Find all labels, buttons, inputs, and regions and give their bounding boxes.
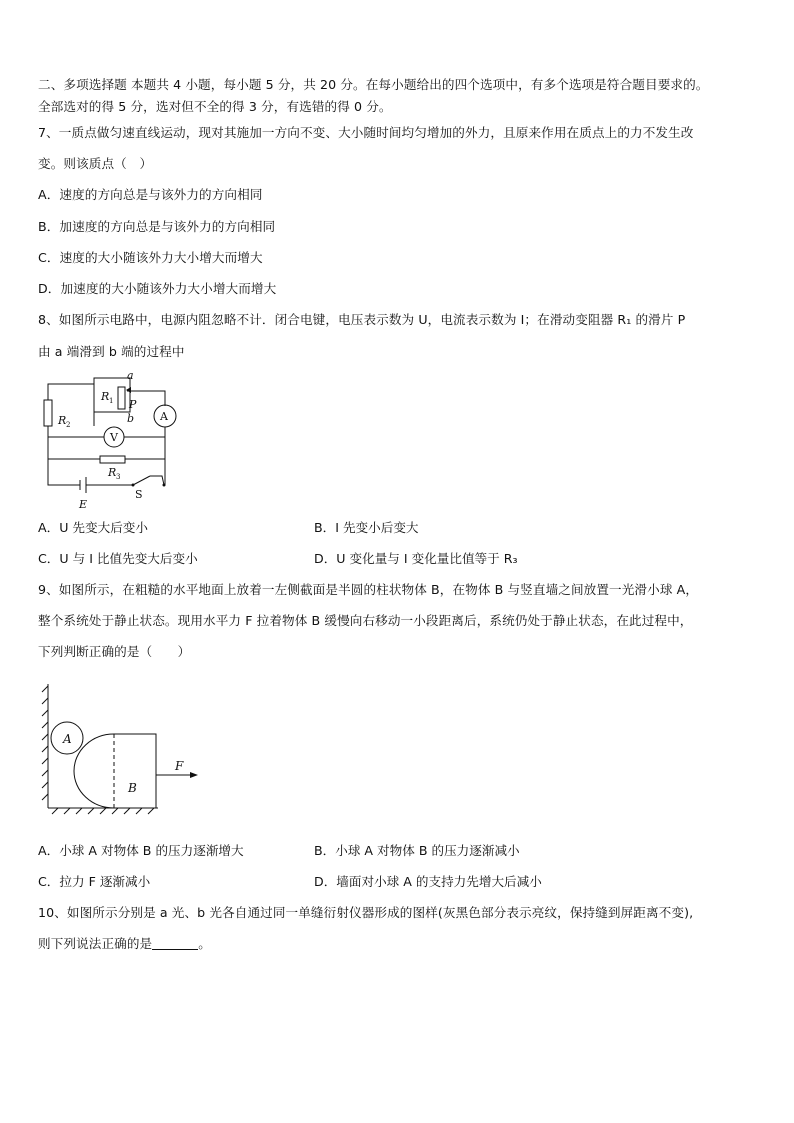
q7-option-c: C．速度的大小随该外力大小增大而增大 (38, 250, 263, 265)
answer-blank[interactable] (152, 937, 198, 950)
voltmeter-label: V (110, 431, 118, 444)
label-r3-sub: 3 (116, 473, 121, 481)
q7-option-d: D．加速度的大小随该外力大小增大而增大 (38, 281, 277, 296)
label-r1: R (101, 390, 110, 403)
q8-option-c: C．U 与 I 比值先变大后变小 (38, 551, 198, 566)
slider-arrow (126, 387, 131, 393)
q9-option-c: C．拉力 F 逐渐减小 (38, 874, 151, 889)
ammeter-label: A (160, 410, 168, 423)
label-r2: R (58, 414, 67, 427)
q8-stem-line1: 8、如图所示电路中，电源内阻忽略不计．闭合电键，电压表示数为 U，电流表示数为 I；在滑动变阻器 R₁ 的滑片 P (38, 312, 686, 327)
q9-wall-block-diagram (38, 680, 208, 815)
q7-option-a: A．速度的方向总是与该外力的方向相同 (38, 187, 263, 202)
section-header-line1: 二、多项选择题 本题共 4 小题，每小题 5 分，共 20 分。在每小题给出的四个选项中，有多个选项是符合题目要求的。 (38, 77, 709, 92)
q9-option-b: B．小球 A 对物体 B 的压力逐渐减小 (314, 843, 520, 858)
q9-option-a: A．小球 A 对物体 B 的压力逐渐增大 (38, 843, 244, 858)
switch-contact-right (163, 484, 166, 487)
label-force-f: F (175, 759, 184, 773)
q8-option-a: A．U 先变大后变小 (38, 520, 148, 535)
label-r2-sub: 2 (66, 421, 71, 429)
q9-option-d: D．墙面对小球 A 的支持力先增大后减小 (314, 874, 542, 889)
label-p: P (129, 398, 137, 411)
q8-option-d: D．U 变化量与 I 变化量比值等于 R₃ (314, 551, 518, 566)
q10-stem-text: 则下列说法正确的是 (38, 936, 153, 951)
block-b (74, 734, 156, 808)
q8-option-b: B．I 先变小后变大 (314, 520, 419, 535)
q10-stem-end: 。 (198, 936, 211, 951)
q9-stem-line2: 整个系统处于静止状态。现用水平力 F 拉着物体 B 缓慢向右移动一小段距离后，系统仍处于静止状态，在此过程中， (38, 613, 693, 628)
label-ball-a: A (63, 732, 72, 746)
q7-stem-line1: 7、一质点做匀速直线运动，现对其施加一方向不变、大小随时间均匀增加的外力，且原来作用在质点上的力不发生改 (38, 125, 694, 140)
q10-stem-line2 (38, 935, 211, 953)
q8-stem-line2: 由 a 端滑到 b 端的过程中 (38, 344, 185, 359)
label-s: S (135, 488, 143, 501)
label-r3: R (108, 466, 117, 479)
q7-option-b: B．加速度的方向总是与该外力的方向相同 (38, 219, 276, 234)
q10-stem-line1: 10、如图所示分别是 a 光、b 光各自通过同一单缝衍射仪器形成的图样(灰黑色部分表示亮纹，保持缝到屏距离不变), (38, 905, 694, 920)
q9-stem-line1: 9、如图所示，在粗糙的水平地面上放着一左侧截面是半圆的柱状物体 B，在物体 B 与竖直墙之间放置一光滑小球 A， (38, 582, 699, 597)
label-block-b: B (128, 781, 137, 795)
q9-stem-line3: 下列判断正确的是（ ） (38, 644, 191, 659)
switch-contact-left (132, 484, 135, 487)
label-e: E (79, 498, 88, 511)
label-a: a (127, 369, 134, 382)
label-r1-sub: 1 (109, 397, 114, 405)
section-header-line2: 全部选对的得 5 分，选对但不全的得 3 分，有选错的得 0 分。 (38, 99, 392, 114)
q7-stem-line2: 变。则该质点（ ） (38, 156, 153, 171)
q8-circuit-diagram (38, 368, 188, 513)
label-b: b (127, 412, 135, 425)
force-arrowhead (190, 772, 198, 778)
